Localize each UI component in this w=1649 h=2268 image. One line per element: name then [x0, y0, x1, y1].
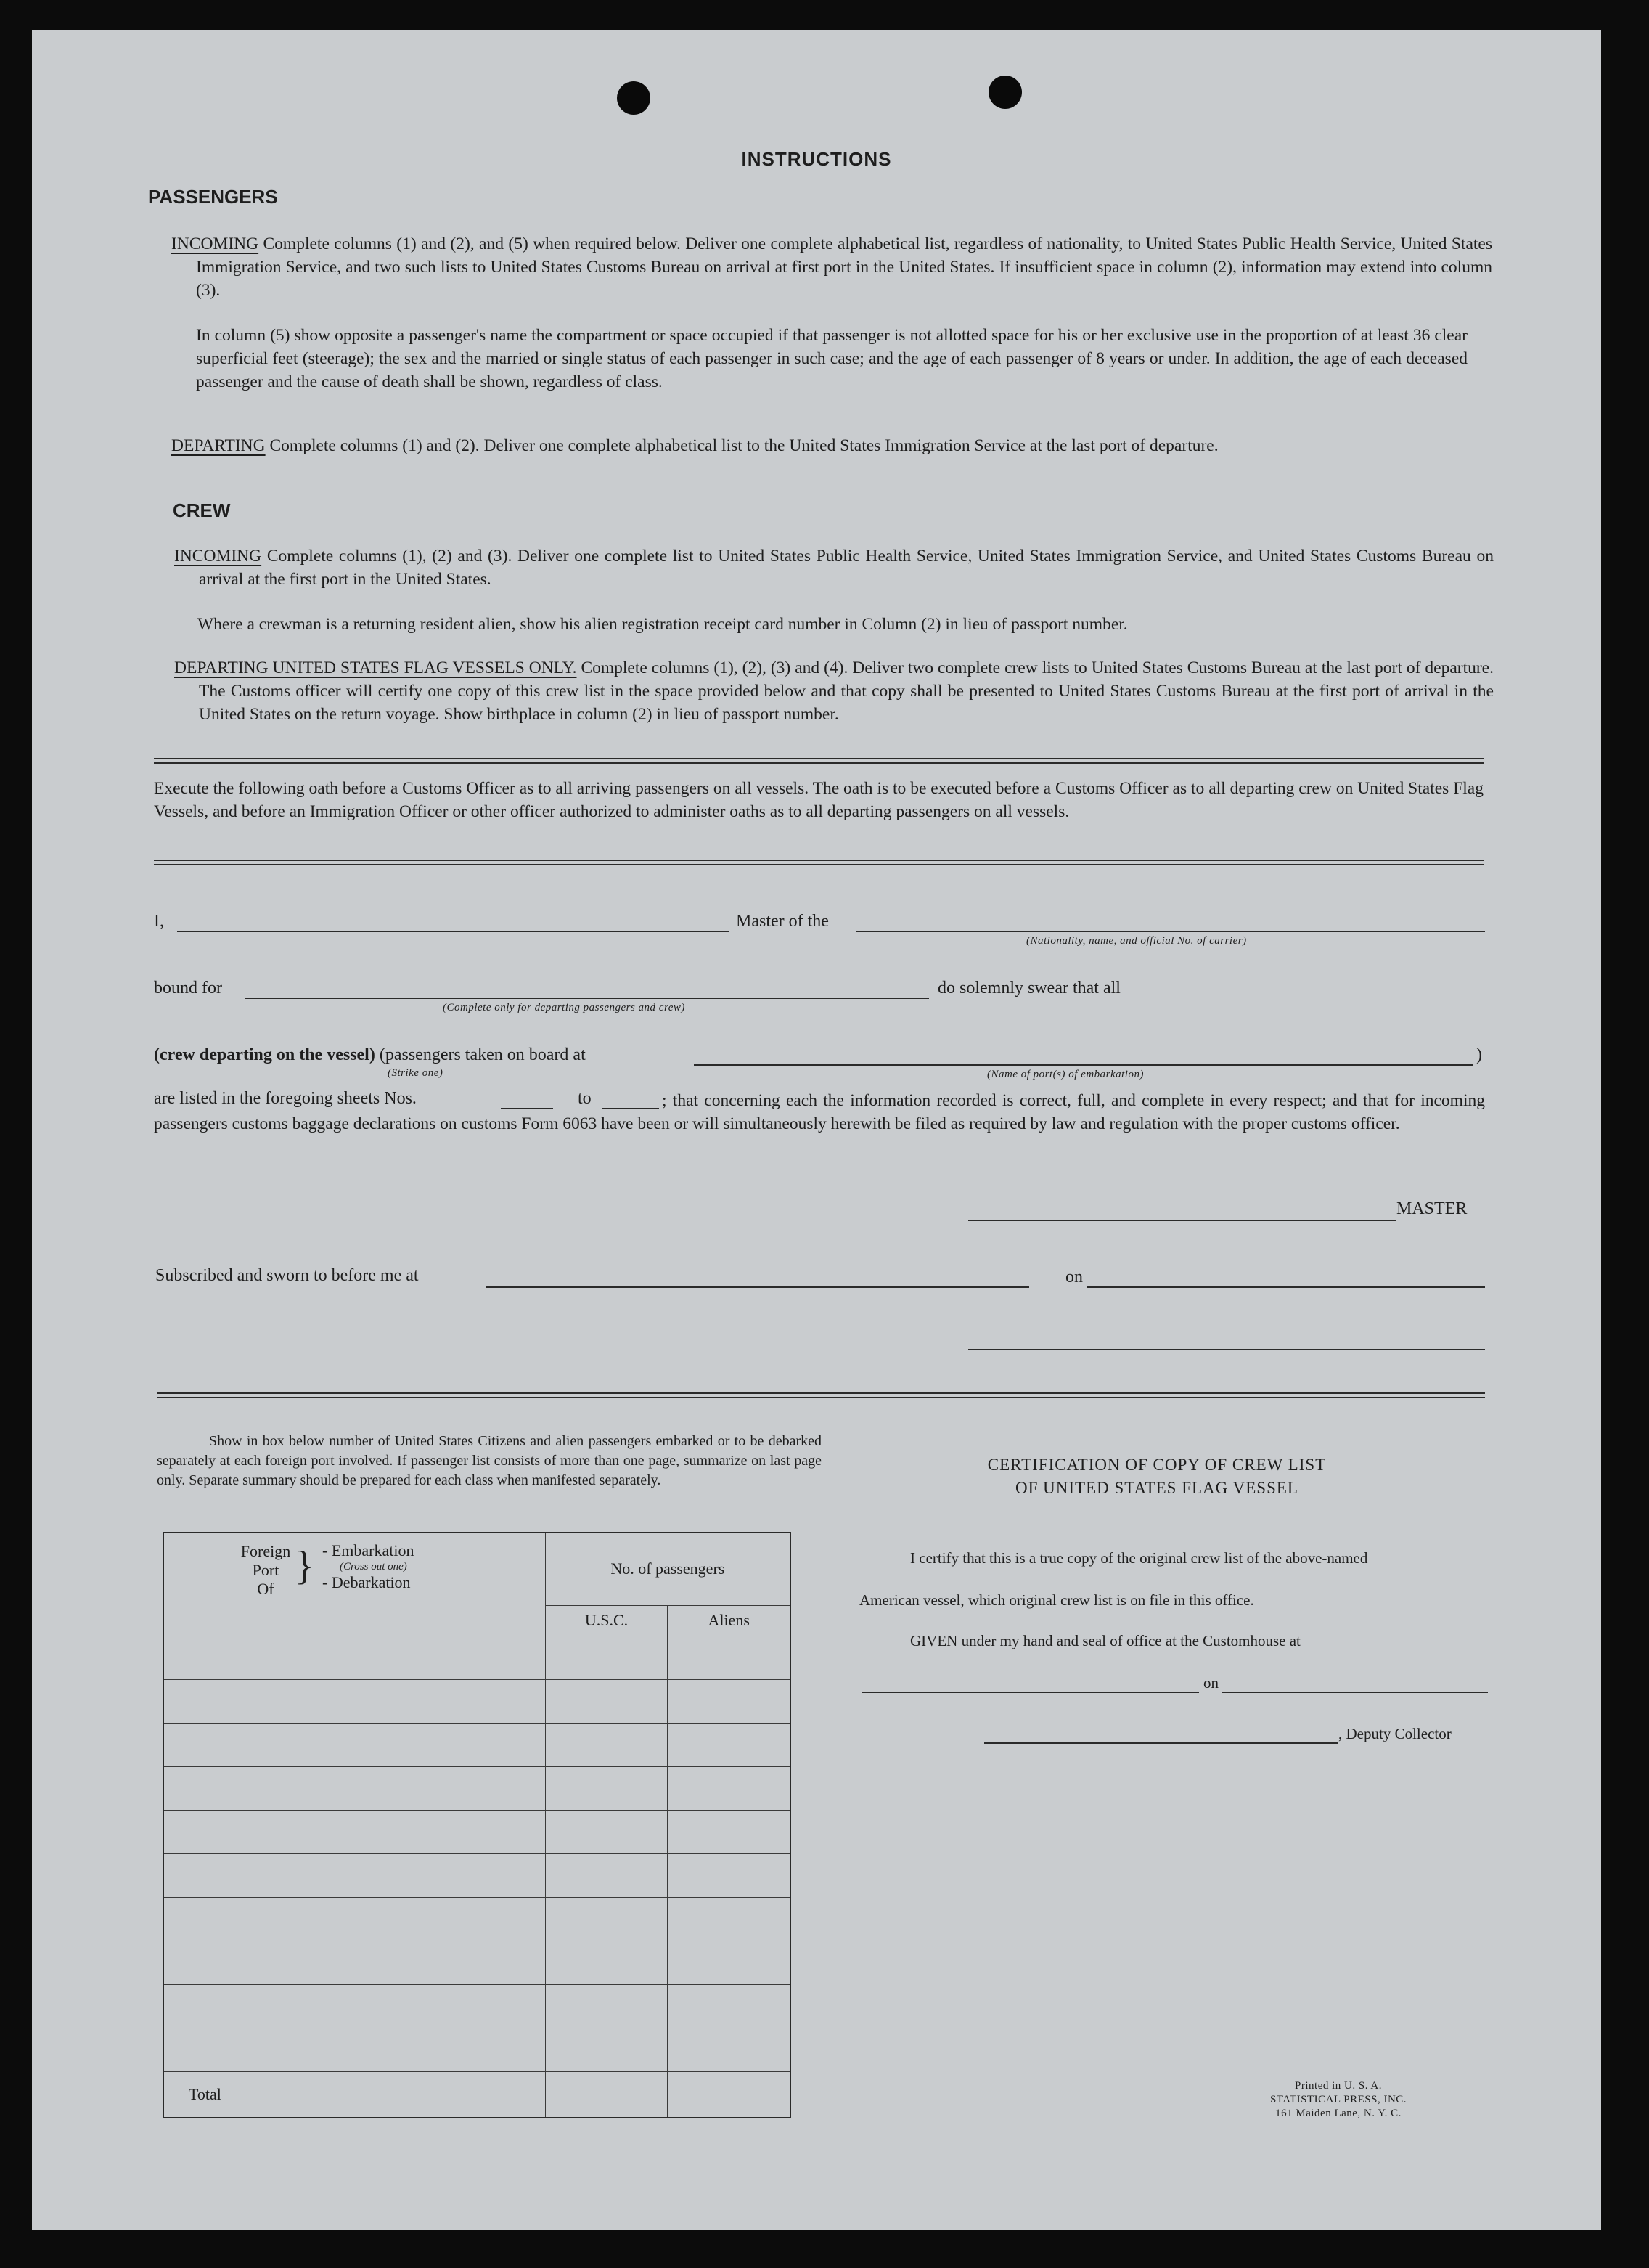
- officer-signature-field[interactable]: [968, 1349, 1485, 1350]
- aliens-cell[interactable]: [668, 1853, 790, 1897]
- instructions-title: INSTRUCTIONS: [741, 148, 892, 170]
- port-cell[interactable]: [163, 1766, 545, 1810]
- brace-icon: }: [295, 1543, 314, 1588]
- certify-line2: American vessel, which original crew list is on file in this office.: [859, 1591, 1254, 1609]
- subscribed-label: Subscribed and sworn to before me at: [155, 1266, 419, 1285]
- oath-i-label: I,: [154, 912, 164, 931]
- printer-line1: Printed in U. S. A.: [1295, 2080, 1382, 2092]
- summary-row: [163, 1636, 790, 1679]
- debarkation-label[interactable]: - Debarkation: [322, 1573, 411, 1591]
- port-cell[interactable]: [163, 1941, 545, 1984]
- passengers-heading: PASSENGERS: [148, 186, 278, 208]
- usc-cell[interactable]: [545, 1810, 668, 1853]
- no-of-passengers-header: No. of passengers: [545, 1533, 790, 1605]
- of-label: Of: [257, 1580, 274, 1598]
- divider-1: [154, 758, 1484, 764]
- passengers-incoming-label: INCOMING: [171, 234, 259, 253]
- certification-title-line2: OF UNITED STATES FLAG VESSEL: [1015, 1479, 1298, 1497]
- crew-departing-paragraph: [174, 656, 1494, 726]
- foreign-label: Foreign: [240, 1542, 291, 1560]
- usc-cell[interactable]: [545, 2028, 668, 2071]
- summary-row: [163, 1984, 790, 2028]
- passengers-option[interactable]: (passengers taken on board at: [379, 1045, 586, 1064]
- aliens-cell[interactable]: [668, 1723, 790, 1766]
- port-cell[interactable]: [163, 1636, 545, 1679]
- passengers-incoming-paragraph: [171, 232, 1492, 302]
- crew-resident-paragraph: Where a crewman is a returning resident alien, show his alien registration receipt card number in Column (2) in lieu of passport number.: [197, 615, 1128, 634]
- crew-passengers-line: [154, 1045, 586, 1065]
- aliens-cell[interactable]: [668, 1810, 790, 1853]
- port-label: Port: [252, 1561, 279, 1579]
- summary-row: [163, 1897, 790, 1941]
- aliens-cell[interactable]: [668, 1636, 790, 1679]
- aliens-cell[interactable]: [668, 1984, 790, 2028]
- crew-incoming-paragraph: [174, 544, 1494, 591]
- printer-line3: 161 Maiden Lane, N. Y. C.: [1275, 2108, 1402, 2119]
- passengers-departing-text: Complete columns (1) and (2). Deliver one complete alphabetical list to the United States Immigration Service at the last port of departure.: [265, 436, 1219, 455]
- summary-row: [163, 1766, 790, 1810]
- punch-hole-right: [989, 76, 1022, 109]
- embarkation-label[interactable]: - Embarkation: [322, 1541, 414, 1559]
- close-paren: ): [1476, 1045, 1482, 1064]
- embarkation-port-field[interactable]: [694, 1064, 1473, 1066]
- crew-incoming-label: INCOMING: [174, 547, 262, 566]
- usc-cell[interactable]: [545, 1723, 668, 1766]
- crew-incoming-text: Complete columns (1), (2) and (3). Deliver one complete list to United States Public Health Service, United States Immigration Service, and United States Customs Bureau on arrival at the first port in the United States.: [199, 547, 1494, 589]
- port-cell[interactable]: [163, 1679, 545, 1723]
- total-row: [163, 2071, 790, 2118]
- certification-on-label: on: [1203, 1674, 1219, 1692]
- divider-3: [157, 1392, 1485, 1398]
- total-usc-cell[interactable]: [545, 2071, 668, 2118]
- listed-text-2: ; that concerning each the information recorded is correct, full, and complete in every respect; and that for incoming passengers customs baggage declarations on customs Form 6063 have been or will simultaneously herewith be filed as required by law and regulation with the proper customs officer.: [154, 1091, 1485, 1133]
- given-line: GIVEN under my hand and seal of office at the Customhouse at: [910, 1632, 1301, 1649]
- port-caption: (Name of port(s) of embarkation): [987, 1069, 1144, 1080]
- master-signature-field[interactable]: [968, 1220, 1396, 1221]
- summary-instructions: Show in box below number of United States Citizens and alien passengers embarked or to be debarked separately at each foreign port involved. If passenger list consists of more than one page, summarize on last page only. Separate summary should be prepared for each class when manifested separately.: [157, 1433, 822, 1488]
- passenger-summary-table: [163, 1532, 791, 2118]
- certification-title: [859, 1453, 1454, 1500]
- port-cell[interactable]: [163, 1810, 545, 1853]
- bound-for-field[interactable]: [245, 998, 929, 999]
- sworn-on-label: on: [1065, 1268, 1083, 1286]
- master-name-field[interactable]: [177, 931, 729, 932]
- port-cell[interactable]: [163, 1853, 545, 1897]
- summary-row: [163, 1853, 790, 1897]
- usc-header: U.S.C.: [545, 1605, 668, 1636]
- strike-caption: (Strike one): [388, 1067, 443, 1079]
- port-cell[interactable]: [163, 1723, 545, 1766]
- usc-cell[interactable]: [545, 1766, 668, 1810]
- divider-2: [154, 860, 1484, 865]
- usc-cell[interactable]: [545, 1941, 668, 1984]
- port-cell[interactable]: [163, 1897, 545, 1941]
- summary-row: [163, 1941, 790, 1984]
- master-of-label: Master of the: [736, 912, 829, 931]
- summary-row: [163, 1723, 790, 1766]
- crew-heading: CREW: [173, 499, 231, 521]
- passengers-column5-paragraph: In column (5) show opposite a passenger's name the compartment or space occupied if that passenger is not allotted space for his or her exclusive use in the proportion of at least 36 clear superficial feet (steerage); the sex and the married or single status of each passenger in such case; and the age of each passenger of 8 years or under. In addition, the age of each deceased passenger and the cause of death shall be shown, regardless of class.: [196, 326, 1468, 391]
- listed-to: to: [578, 1089, 592, 1108]
- aliens-cell[interactable]: [668, 1766, 790, 1810]
- usc-cell[interactable]: [545, 1853, 668, 1897]
- passengers-departing-label: DEPARTING: [171, 436, 266, 455]
- port-header-cell: [163, 1533, 545, 1636]
- carrier-caption: (Nationality, name, and official No. of carrier): [1026, 935, 1247, 947]
- total-aliens-cell[interactable]: [668, 2071, 790, 2118]
- aliens-cell[interactable]: [668, 1941, 790, 1984]
- passengers-incoming-text: Complete columns (1) and (2), and (5) when required below. Deliver one complete alphabetical list, regardless of nationality, to United States Public Health Service, United States Immigration Service, and two such lists to United States Customs Bureau on arrival at first port in the United States. If insufficient space in column (2), information may extend into column (3).: [196, 234, 1492, 300]
- master-label: MASTER: [1396, 1199, 1468, 1218]
- crew-departing-option[interactable]: (crew departing on the vessel): [154, 1045, 375, 1064]
- bound-for-label: bound for: [154, 979, 222, 998]
- certification-title-line1: CERTIFICATION OF COPY OF CREW LIST: [987, 1456, 1327, 1474]
- listed-text-1: are listed in the foregoing sheets Nos.: [154, 1089, 417, 1108]
- port-cell[interactable]: [163, 2028, 545, 2071]
- swear-label: do solemnly swear that all: [938, 979, 1121, 998]
- aliens-cell[interactable]: [668, 1897, 790, 1941]
- usc-cell[interactable]: [545, 1679, 668, 1723]
- punch-hole-left: [617, 81, 650, 115]
- usc-cell[interactable]: [545, 1897, 668, 1941]
- total-label: Total: [163, 2071, 545, 2118]
- summary-row: [163, 2028, 790, 2071]
- summary-row: [163, 1679, 790, 1723]
- carrier-field[interactable]: [856, 931, 1485, 932]
- bound-caption: (Complete only for departing passengers and crew): [443, 1002, 685, 1013]
- deputy-collector-label: , Deputy Collector: [1338, 1725, 1452, 1742]
- deputy-signature-field[interactable]: [984, 1742, 1338, 1744]
- aliens-header: Aliens: [668, 1605, 790, 1636]
- printer-line2: STATISTICAL PRESS, INC.: [1269, 2094, 1407, 2105]
- printer-imprint: [1208, 2079, 1469, 2121]
- customhouse-field[interactable]: [862, 1692, 1199, 1693]
- form-page: [32, 30, 1601, 2230]
- aliens-cell[interactable]: [668, 1679, 790, 1723]
- usc-cell[interactable]: [545, 1636, 668, 1679]
- certify-line1: I certify that this is a true copy of the original crew list of the above-named: [910, 1549, 1368, 1567]
- usc-cell[interactable]: [545, 1984, 668, 2028]
- aliens-cell[interactable]: [668, 2028, 790, 2071]
- cross-out-caption: (Cross out one): [340, 1561, 407, 1572]
- passengers-departing-paragraph: [171, 434, 1492, 457]
- sworn-date-field[interactable]: [1087, 1286, 1485, 1288]
- summary-row: [163, 1810, 790, 1853]
- port-cell[interactable]: [163, 1984, 545, 2028]
- crew-departing-text: Complete columns (1), (2), (3) and (4). Deliver two complete crew lists to United States Customs Bureau at the last port of departure. The Customs officer will certify one copy of this crew list in the space provided below and that copy shall be presented to United States Customs Bureau at the first port of arrival in the United States on the return voyage. Show birthplace in column (2) in lieu of passport number.: [199, 658, 1494, 724]
- crew-departing-label: DEPARTING UNITED STATES FLAG VESSELS ONLY.: [174, 658, 577, 677]
- certification-date-field[interactable]: [1222, 1692, 1488, 1693]
- oath-instructions: Execute the following oath before a Customs Officer as to all arriving passengers on all vessels. The oath is to be executed before a Customs Officer as to all departing crew on United States Flag Vessels, and before an Immigration Officer or other officer authorized to administer oaths as to all departing passengers on all vessels.: [154, 779, 1484, 821]
- sworn-place-field[interactable]: [486, 1286, 1029, 1288]
